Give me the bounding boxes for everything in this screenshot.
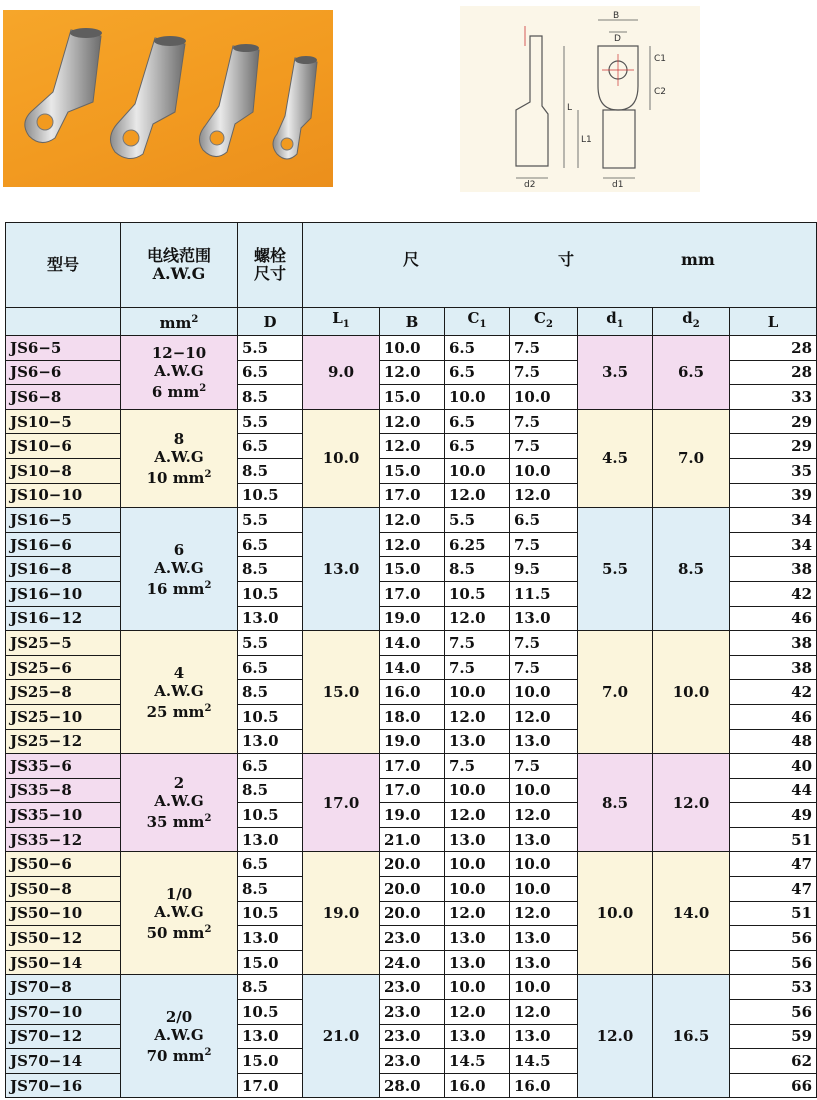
cell-L: 42: [730, 581, 817, 606]
cell-B: 12.0: [380, 434, 445, 459]
cell-L: 44: [730, 778, 817, 803]
cell-B: 23.0: [380, 1049, 445, 1074]
cell-L: 46: [730, 704, 817, 729]
header-wire-range: [121, 223, 238, 308]
cell-d1: 10.0: [578, 852, 653, 975]
cell-B: 23.0: [380, 975, 445, 1000]
cell-B: 14.0: [380, 631, 445, 656]
cell-C2: 7.5: [510, 409, 578, 434]
cell-C2: 16.0: [510, 1073, 578, 1098]
cell-C1: 12.0: [445, 803, 510, 828]
header-wire-range-cn: 电线范围: [146, 246, 211, 265]
cell-model: JS10−8: [6, 458, 121, 483]
cell-C1: 8.5: [445, 557, 510, 582]
cell-D: 15.0: [238, 950, 303, 975]
cell-d1: 7.0: [578, 631, 653, 754]
subheader-d2: $d_2$: [653, 308, 730, 336]
wire-awg-unit: A.W.G: [154, 361, 204, 380]
cell-model: JS35−8: [6, 778, 121, 803]
cell-C1: 7.5: [445, 631, 510, 656]
cell-model: JS16−8: [6, 557, 121, 582]
cell-C2: 7.5: [510, 360, 578, 385]
cell-C1: 6.5: [445, 360, 510, 385]
cell-L: 29: [730, 434, 817, 459]
table-row: [6, 409, 817, 434]
cell-L: 47: [730, 852, 817, 877]
cell-d1: 4.5: [578, 409, 653, 507]
cell-L1: 10.0: [303, 409, 380, 507]
cell-D: 6.5: [238, 655, 303, 680]
cell-L1: 13.0: [303, 508, 380, 631]
cell-model: JS25−5: [6, 631, 121, 656]
cell-D: 5.5: [238, 508, 303, 533]
drawing-label-B: B: [613, 11, 620, 21]
spec-table-wrapper: [5, 222, 813, 1098]
cell-C2: 12.0: [510, 901, 578, 926]
cell-B: 20.0: [380, 901, 445, 926]
cell-D: 13.0: [238, 827, 303, 852]
cell-D: 10.5: [238, 483, 303, 508]
cell-model: JS70−10: [6, 1000, 121, 1025]
cell-wire-range: [121, 852, 238, 975]
cell-wire-range: [121, 508, 238, 631]
cell-L: 62: [730, 1049, 817, 1074]
cell-B: 14.0: [380, 655, 445, 680]
cell-C2: 9.5: [510, 557, 578, 582]
cell-B: 23.0: [380, 1000, 445, 1025]
table-row: [6, 631, 817, 656]
cell-C1: 12.0: [445, 901, 510, 926]
cell-C2: 12.0: [510, 803, 578, 828]
cell-model: JS16−10: [6, 581, 121, 606]
cell-L: 53: [730, 975, 817, 1000]
cell-B: 15.0: [380, 557, 445, 582]
cell-C1: 5.5: [445, 508, 510, 533]
cell-model: JS10−10: [6, 483, 121, 508]
cell-d1: 12.0: [578, 975, 653, 1098]
cell-d2: 14.0: [653, 852, 730, 975]
cell-D: 8.5: [238, 458, 303, 483]
header-dim-unit: mm: [681, 250, 715, 269]
cell-model: JS50−10: [6, 901, 121, 926]
wire-awg: 12−10: [151, 343, 207, 362]
cell-L: 34: [730, 508, 817, 533]
cell-C2: 7.5: [510, 434, 578, 459]
cell-D: 6.5: [238, 532, 303, 557]
lug-dimension-diagram: [460, 6, 700, 192]
subheader-L1: $L_1$: [303, 308, 380, 336]
cell-d2: 12.0: [653, 754, 730, 852]
cell-L: 51: [730, 901, 817, 926]
subheader-B: B: [380, 308, 445, 336]
cell-d2: 10.0: [653, 631, 730, 754]
cell-C1: 13.0: [445, 1024, 510, 1049]
cell-L: 66: [730, 1073, 817, 1098]
cell-B: 15.0: [380, 458, 445, 483]
cell-L: 51: [730, 827, 817, 852]
cell-L: 38: [730, 631, 817, 656]
subheader-wire: $mm^2$: [121, 308, 238, 336]
cell-model: JS10−5: [6, 409, 121, 434]
cell-L: 33: [730, 385, 817, 410]
drawing-label-d1: d1: [612, 180, 624, 190]
cell-L: 56: [730, 1000, 817, 1025]
cell-model: JS16−5: [6, 508, 121, 533]
cell-model: JS16−12: [6, 606, 121, 631]
cell-C2: 7.5: [510, 655, 578, 680]
cell-C2: 7.5: [510, 336, 578, 361]
cell-C2: 13.0: [510, 950, 578, 975]
header-bolt-line2: 尺寸: [253, 264, 286, 283]
cell-model: JS25−12: [6, 729, 121, 754]
cell-C2: 10.0: [510, 877, 578, 902]
cell-D: 10.5: [238, 581, 303, 606]
header-wire-range-unit: A.W.G: [152, 264, 206, 283]
cell-d1: 3.5: [578, 336, 653, 410]
cell-D: 13.0: [238, 926, 303, 951]
subheader-L: L: [730, 308, 817, 336]
cell-D: 8.5: [238, 680, 303, 705]
wire-awg-unit: A.W.G: [154, 1025, 204, 1044]
cell-C2: 10.0: [510, 975, 578, 1000]
cell-D: 8.5: [238, 385, 303, 410]
wire-awg: 8: [173, 429, 185, 448]
cell-C1: 6.25: [445, 532, 510, 557]
cell-C2: 12.0: [510, 483, 578, 508]
cell-C1: 12.0: [445, 606, 510, 631]
cell-C2: 10.0: [510, 458, 578, 483]
cell-C1: 13.0: [445, 950, 510, 975]
cell-B: 12.0: [380, 532, 445, 557]
cell-C1: 10.0: [445, 852, 510, 877]
cell-C1: 16.0: [445, 1073, 510, 1098]
table-row: [6, 336, 817, 361]
cell-C2: 12.0: [510, 1000, 578, 1025]
cell-B: 19.0: [380, 803, 445, 828]
wire-mm2: 50 $mm^2$: [146, 923, 212, 942]
cell-D: 6.5: [238, 434, 303, 459]
cell-C2: 10.0: [510, 852, 578, 877]
cell-C1: 7.5: [445, 655, 510, 680]
cell-B: 19.0: [380, 729, 445, 754]
cell-model: JS50−12: [6, 926, 121, 951]
wire-awg: 4: [173, 663, 185, 682]
cell-model: JS25−6: [6, 655, 121, 680]
cell-model: JS16−6: [6, 532, 121, 557]
cell-B: 18.0: [380, 704, 445, 729]
cell-C1: 12.0: [445, 1000, 510, 1025]
cell-C2: 13.0: [510, 926, 578, 951]
cell-C1: 6.5: [445, 409, 510, 434]
wire-mm2: 35 $mm^2$: [146, 813, 212, 832]
cell-C2: 12.0: [510, 704, 578, 729]
cell-model: JS6−8: [6, 385, 121, 410]
cell-D: 13.0: [238, 606, 303, 631]
cell-L1: 9.0: [303, 336, 380, 410]
cell-B: 28.0: [380, 1073, 445, 1098]
cell-L: 28: [730, 360, 817, 385]
cell-D: 13.0: [238, 729, 303, 754]
cell-D: 13.0: [238, 1024, 303, 1049]
cell-model: JS25−10: [6, 704, 121, 729]
cell-C1: 10.0: [445, 458, 510, 483]
cell-C1: 10.0: [445, 975, 510, 1000]
cell-C1: 13.0: [445, 729, 510, 754]
cell-C1: 13.0: [445, 926, 510, 951]
cell-D: 5.5: [238, 336, 303, 361]
cell-B: 23.0: [380, 1024, 445, 1049]
cell-L1: 21.0: [303, 975, 380, 1098]
cell-L: 48: [730, 729, 817, 754]
cell-B: 12.0: [380, 409, 445, 434]
cell-L: 59: [730, 1024, 817, 1049]
cell-C1: 10.0: [445, 778, 510, 803]
wire-mm2: 10 $mm^2$: [146, 468, 212, 487]
cell-B: 17.0: [380, 483, 445, 508]
wire-awg: 2/0: [165, 1007, 193, 1026]
cell-B: 20.0: [380, 877, 445, 902]
cell-B: 15.0: [380, 385, 445, 410]
cell-d2: 6.5: [653, 336, 730, 410]
cell-wire-range: [121, 754, 238, 852]
drawing-label-L1: L1: [581, 135, 592, 145]
wire-awg: 2: [173, 774, 185, 793]
cell-D: 10.5: [238, 803, 303, 828]
cell-D: 5.5: [238, 409, 303, 434]
cell-model: JS50−14: [6, 950, 121, 975]
table-row: [6, 975, 817, 1000]
cell-B: 12.0: [380, 508, 445, 533]
cell-D: 8.5: [238, 975, 303, 1000]
spec-table-body: [6, 336, 817, 1098]
table-row: [6, 508, 817, 533]
wire-mm2: 6 $mm^2$: [151, 382, 207, 401]
cell-wire-range: [121, 631, 238, 754]
cell-L: 49: [730, 803, 817, 828]
cell-B: 19.0: [380, 606, 445, 631]
cell-C1: 10.0: [445, 385, 510, 410]
cell-C2: 10.0: [510, 385, 578, 410]
cell-D: 10.5: [238, 1000, 303, 1025]
cell-D: 8.5: [238, 557, 303, 582]
cell-C2: 13.0: [510, 606, 578, 631]
cell-wire-range: [121, 336, 238, 410]
cell-B: 16.0: [380, 680, 445, 705]
cell-C2: 7.5: [510, 532, 578, 557]
header-dim-char1: 尺: [403, 250, 420, 269]
cell-L: 56: [730, 926, 817, 951]
cell-model: JS10−6: [6, 434, 121, 459]
cell-L: 42: [730, 680, 817, 705]
cell-L1: 19.0: [303, 852, 380, 975]
cell-C2: 13.0: [510, 729, 578, 754]
cell-B: 17.0: [380, 754, 445, 779]
cell-C1: 10.0: [445, 877, 510, 902]
cell-C2: 7.5: [510, 631, 578, 656]
wire-awg-unit: A.W.G: [154, 447, 204, 466]
header-dim-char2: 寸: [558, 250, 575, 269]
table-row: [6, 754, 817, 779]
cell-C1: 7.5: [445, 754, 510, 779]
cell-L1: 15.0: [303, 631, 380, 754]
cell-model: JS70−12: [6, 1024, 121, 1049]
header-model: 型号: [6, 223, 121, 308]
cell-L: 38: [730, 655, 817, 680]
cell-B: 12.0: [380, 360, 445, 385]
wire-awg-unit: A.W.G: [154, 558, 204, 577]
cell-B: 21.0: [380, 827, 445, 852]
cell-C2: 13.0: [510, 1024, 578, 1049]
subheader-d1: $d_1$: [578, 308, 653, 336]
cell-model: JS6−6: [6, 360, 121, 385]
wire-awg: 6: [173, 540, 185, 559]
cell-C2: 13.0: [510, 827, 578, 852]
cell-C2: 14.5: [510, 1049, 578, 1074]
cell-D: 17.0: [238, 1073, 303, 1098]
wire-mm2: 16 $mm^2$: [146, 579, 212, 598]
cell-D: 10.5: [238, 704, 303, 729]
drawing-label-d2: d2: [524, 180, 536, 190]
cell-D: 10.5: [238, 901, 303, 926]
subheader-C2: $C_2$: [510, 308, 578, 336]
cell-L: 47: [730, 877, 817, 902]
cell-B: 20.0: [380, 852, 445, 877]
cell-C2: 6.5: [510, 508, 578, 533]
subheader-C1: $C_1$: [445, 308, 510, 336]
cell-model: JS70−14: [6, 1049, 121, 1074]
header-bolt-size: [238, 223, 303, 308]
cell-C1: 13.0: [445, 827, 510, 852]
cell-L: 39: [730, 483, 817, 508]
product-photo: [3, 10, 333, 187]
cell-model: JS70−8: [6, 975, 121, 1000]
cell-D: 6.5: [238, 852, 303, 877]
header-bolt-line1: 螺栓: [253, 246, 286, 265]
cell-L1: 17.0: [303, 754, 380, 852]
drawing-label-C2: C2: [654, 87, 667, 97]
header-dimensions: [303, 223, 817, 308]
cell-model: JS6−5: [6, 336, 121, 361]
wire-mm2: 25 $mm^2$: [146, 702, 212, 721]
cell-model: JS50−6: [6, 852, 121, 877]
cell-D: 5.5: [238, 631, 303, 656]
cell-C1: 6.5: [445, 434, 510, 459]
cell-d1: 8.5: [578, 754, 653, 852]
cell-B: 17.0: [380, 778, 445, 803]
wire-awg: 1/0: [165, 884, 193, 903]
cell-L: 38: [730, 557, 817, 582]
cell-B: 23.0: [380, 926, 445, 951]
cell-model: JS70−16: [6, 1073, 121, 1098]
cell-d2: 8.5: [653, 508, 730, 631]
cell-L: 40: [730, 754, 817, 779]
cell-model: JS35−6: [6, 754, 121, 779]
cell-D: 6.5: [238, 360, 303, 385]
wire-awg-unit: A.W.G: [154, 902, 204, 921]
cell-d1: 5.5: [578, 508, 653, 631]
cell-B: 24.0: [380, 950, 445, 975]
table-row: [6, 852, 817, 877]
cell-L: 29: [730, 409, 817, 434]
drawing-label-D: D: [614, 34, 621, 44]
drawing-label-L: L: [567, 103, 573, 113]
cell-C1: 10.0: [445, 680, 510, 705]
cell-C2: 10.0: [510, 680, 578, 705]
cell-L: 28: [730, 336, 817, 361]
cell-L: 35: [730, 458, 817, 483]
cell-C1: 10.5: [445, 581, 510, 606]
cell-C1: 6.5: [445, 336, 510, 361]
cell-D: 15.0: [238, 1049, 303, 1074]
cell-C2: 7.5: [510, 754, 578, 779]
cell-C2: 11.5: [510, 581, 578, 606]
cell-C1: 12.0: [445, 704, 510, 729]
cell-model: JS50−8: [6, 877, 121, 902]
cell-D: 6.5: [238, 754, 303, 779]
cell-C1: 14.5: [445, 1049, 510, 1074]
wire-mm2: 70 $mm^2$: [146, 1046, 212, 1065]
subheader-model-blank: [6, 308, 121, 336]
cell-L: 46: [730, 606, 817, 631]
cell-C1: 12.0: [445, 483, 510, 508]
cell-model: JS35−10: [6, 803, 121, 828]
cell-model: JS25−8: [6, 680, 121, 705]
cell-wire-range: [121, 409, 238, 507]
dimension-drawing: [460, 6, 700, 192]
cable-lug-photo-illustration: [3, 10, 333, 187]
spec-table: [5, 222, 817, 1098]
wire-awg-unit: A.W.G: [154, 792, 204, 811]
cell-D: 8.5: [238, 877, 303, 902]
cell-B: 17.0: [380, 581, 445, 606]
drawing-label-C1: C1: [654, 54, 667, 64]
cell-D: 8.5: [238, 778, 303, 803]
cell-d2: 16.5: [653, 975, 730, 1098]
cell-d2: 7.0: [653, 409, 730, 507]
cell-wire-range: [121, 975, 238, 1098]
cell-C2: 10.0: [510, 778, 578, 803]
subheader-D: D: [238, 308, 303, 336]
cell-L: 56: [730, 950, 817, 975]
cell-model: JS35−12: [6, 827, 121, 852]
cell-B: 10.0: [380, 336, 445, 361]
cell-L: 34: [730, 532, 817, 557]
wire-awg-unit: A.W.G: [154, 681, 204, 700]
